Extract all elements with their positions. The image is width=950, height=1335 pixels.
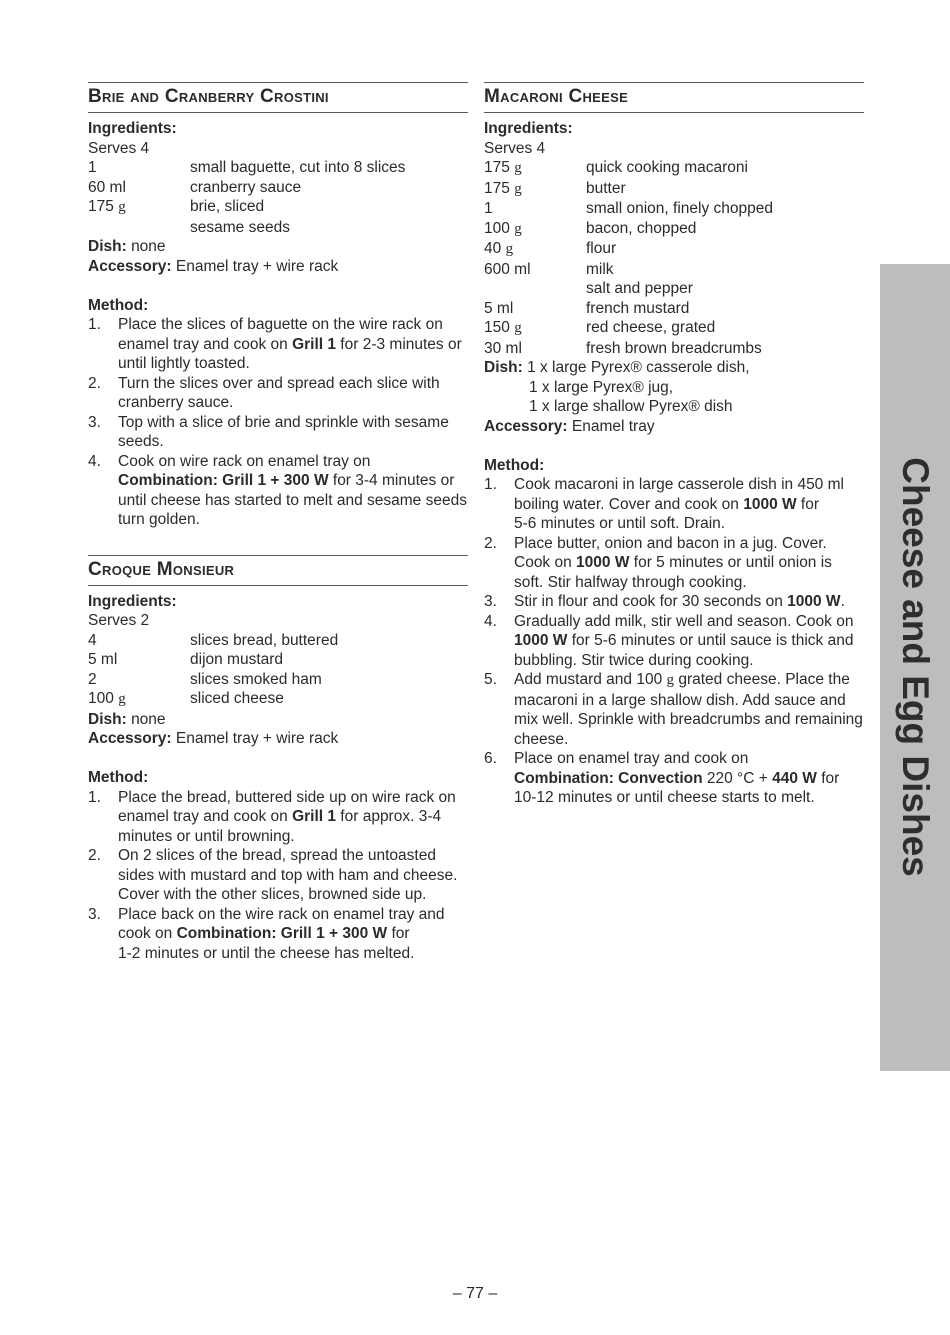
recipe-brie (88, 82, 468, 530)
ingredient-qty: 5 ml (484, 299, 514, 317)
qty-number: 100 (88, 690, 114, 707)
dish-value: 1 x large Pyrex® jug, (529, 378, 674, 396)
serves: Serves 4 (484, 139, 546, 157)
ingredient-row (484, 158, 864, 179)
step-number: 1. (88, 316, 101, 333)
recipe-title: Brie and Cranberry Crostini (88, 86, 329, 107)
step-number: 1. (88, 788, 101, 806)
qty-unit: g (514, 220, 522, 237)
qty-number: 175 (88, 198, 114, 215)
method-step (484, 592, 864, 612)
step-text: On 2 slices of the bread, spread the untoasted sides with mustard and top with ham and cheese. Cover with the other slices, browned side up. (118, 847, 458, 903)
method-steps (484, 475, 864, 808)
ingredient-desc: slices bread, buttered (190, 631, 339, 649)
step-text: Top with a slice of brie and sprinkle with sesame seeds. (118, 413, 449, 450)
ingredients-label: Ingredients: (88, 592, 177, 610)
qty-number: 175 (484, 159, 510, 176)
ingredient-desc: slices smoked ham (190, 670, 322, 688)
dish-line (484, 358, 864, 378)
method-step (484, 670, 864, 749)
qty-number: 175 (484, 179, 510, 197)
step-text: Place butter, onion and bacon in a jug. Cover. Cook on 1000 W for 5 minutes or until onion is soft. Stir halfway through cooking. (514, 534, 832, 591)
dish-line (88, 710, 468, 730)
section-header (484, 82, 864, 113)
step-text: Add mustard and 100 g grated cheese. Place the macaroni in a large shallow dish. Add sauce and mix well. Sprinkle with breadcrumbs and remaining cheese. (514, 671, 863, 748)
accessory-line (88, 729, 468, 749)
step-text: Cook macaroni in large casserole dish in 450 ml boiling water. Cover and cook on 1000 W for 5-6 minutes or until soft. Drain. (514, 476, 844, 532)
method-step (484, 749, 864, 808)
ingredient-desc: milk (586, 260, 614, 278)
ingredient-row (88, 689, 468, 710)
method-step (484, 475, 864, 534)
method-label: Method: (88, 296, 149, 314)
ingredient-row (484, 199, 864, 219)
step-text: Place the bread, buttered side up on wire rack on enamel tray and cook on Grill 1 for approx. 3-4 minutes or until browning. (118, 788, 456, 845)
method-steps (88, 315, 468, 530)
ingredient-row (88, 218, 468, 238)
ingredient-qty (484, 318, 586, 339)
accessory-value: Enamel tray (571, 417, 655, 435)
ingredient-qty (484, 179, 586, 200)
dish-label: Dish: (88, 238, 127, 255)
accessory-line (88, 257, 468, 277)
page-number: – 77 – (452, 1285, 498, 1302)
ingredient-qty (88, 689, 190, 710)
method-step (88, 452, 468, 530)
ingredients-label: Ingredients: (484, 120, 573, 137)
qty-unit: g (118, 199, 126, 215)
step-number: 3. (88, 413, 101, 431)
ingredient-desc: bacon, chopped (586, 219, 697, 237)
step-text: Cook on wire rack on enamel tray on Combination: Grill 1 + 300 W for 3-4 minutes or until cheese has started to melt and sesame seeds turn golden. (118, 452, 467, 528)
ingredient-row (484, 318, 864, 339)
dish-value: 1 x large shallow Pyrex® dish (529, 398, 733, 415)
qty-unit: g (514, 160, 522, 176)
ingredient-qty: 2 (88, 670, 97, 688)
section-header (88, 555, 468, 586)
ingredient-qty: 1 (484, 200, 493, 217)
qty-unit: g (514, 320, 522, 336)
ingredient-qty (484, 239, 586, 260)
dish-label: Dish: (88, 710, 127, 728)
ingredient-desc: cranberry sauce (190, 178, 302, 196)
accessory-label: Accessory: (88, 257, 172, 275)
ingredient-qty (484, 279, 586, 299)
recipe-macaroni-cheese (484, 82, 864, 808)
ingredient-qty (484, 219, 586, 240)
ingredient-row (484, 260, 864, 280)
ingredient-row (484, 239, 864, 260)
ingredient-desc: sliced cheese (190, 690, 284, 707)
chapter-side-tab (880, 264, 950, 1071)
qty-unit: g (514, 180, 522, 197)
method-step (88, 315, 468, 374)
dish-value: 1 x large Pyrex® casserole dish, (527, 359, 750, 376)
recipe-title: Macaroni Cheese (484, 86, 629, 107)
dish-line (88, 237, 468, 257)
step-text: Place the slices of baguette on the wire rack on enamel tray and cook on Grill 1 for 2-3 minutes or until lightly toasted. (118, 316, 462, 372)
ingredient-qty (88, 197, 190, 218)
step-text: Place back on the wire rack on enamel tray and cook on Combination: Grill 1 + 300 W for 1-2 minutes or until the cheese has melted. (118, 905, 445, 962)
dish-value: none (131, 710, 166, 728)
ingredient-desc: french mustard (586, 299, 690, 317)
method-label: Method: (88, 769, 149, 786)
qty-unit: g (118, 691, 126, 707)
ingredient-row (88, 178, 468, 198)
ingredient-desc: red cheese, grated (586, 319, 716, 336)
step-text: Gradually add milk, stir well and season. Cook on 1000 W for 5-6 minutes or until sauce is thick and bubbling. Stir twice during cooking. (514, 612, 854, 669)
recipe-title: Croque Monsieur (88, 558, 235, 580)
ingredients-label: Ingredients: (88, 120, 177, 137)
ingredient-desc: sesame seeds (190, 218, 290, 236)
method-step (484, 534, 864, 593)
step-number: 4. (88, 452, 101, 470)
step-number: 4. (484, 612, 497, 630)
serves: Serves 2 (88, 612, 150, 629)
ingredient-qty: 1 (88, 159, 97, 176)
ingredient-row (484, 279, 864, 299)
ingredient-row (88, 650, 468, 670)
accessory-value: Enamel tray + wire rack (175, 730, 339, 747)
ingredient-desc: butter (586, 179, 626, 197)
step-number: 3. (88, 905, 101, 923)
method-step (88, 846, 468, 905)
method-step (88, 788, 468, 847)
ingredient-qty: 60 ml (88, 178, 126, 196)
dish-value: none (131, 238, 166, 255)
ingredient-qty: 5 ml (88, 651, 118, 668)
ingredient-row (88, 631, 468, 651)
step-number: 2. (88, 847, 101, 864)
ingredient-qty: 30 ml (484, 339, 522, 357)
method-step (88, 413, 468, 452)
chapter-title: Cheese and Egg Dishes (895, 457, 936, 877)
qty-number: 150 (484, 319, 510, 336)
method-label: Method: (484, 456, 545, 474)
ingredient-row (484, 299, 864, 319)
right-column (484, 82, 864, 808)
serves: Serves 4 (88, 139, 150, 157)
step-number: 2. (88, 374, 101, 392)
ingredient-row (88, 670, 468, 690)
ingredient-row (484, 339, 864, 359)
step-number: 1. (484, 476, 497, 493)
method-step (88, 905, 468, 964)
step-number: 5. (484, 671, 497, 688)
method-step (484, 612, 864, 671)
qty-unit: g (505, 241, 514, 257)
ingredient-qty (484, 158, 586, 179)
step-number: 3. (484, 593, 497, 610)
ingredient-row (484, 179, 864, 200)
step-text: Place on enamel tray and cook on Combination: Convection 220 °C + 440 W for 10-12 minutes or until cheese starts to melt. (514, 750, 840, 806)
ingredient-qty: 4 (88, 631, 97, 649)
step-text: Turn the slices over and spread each slice with cranberry sauce. (118, 374, 440, 411)
step-text: Stir in flour and cook for 30 seconds on 1000 W. (514, 593, 845, 610)
step-number: 2. (484, 534, 497, 552)
ingredient-row (88, 197, 468, 218)
ingredient-qty: 600 ml (484, 260, 531, 278)
ingredient-desc: quick cooking macaroni (586, 159, 748, 176)
accessory-label: Accessory: (484, 417, 568, 435)
accessory-line (484, 417, 864, 437)
method-step (88, 374, 468, 413)
ingredient-desc: salt and pepper (586, 280, 693, 297)
ingredient-row (88, 158, 468, 178)
recipe-croque-monsieur (88, 555, 468, 964)
step-number: 6. (484, 750, 497, 767)
accessory-value: Enamel tray + wire rack (175, 257, 339, 275)
section-header (88, 82, 468, 113)
method-steps (88, 788, 468, 964)
ingredient-row (484, 219, 864, 240)
qty-number: 40 (484, 240, 502, 257)
ingredient-desc: flour (586, 240, 617, 257)
qty-number: 100 (484, 219, 510, 237)
ingredient-desc: brie, sliced (190, 198, 265, 215)
left-column (88, 82, 468, 963)
accessory-label: Accessory: (88, 730, 172, 747)
ingredient-qty (88, 218, 190, 238)
ingredient-desc: small baguette, cut into 8 slices (190, 159, 406, 176)
ingredient-desc: small onion, finely chopped (586, 200, 773, 217)
dish-label: Dish: (484, 359, 523, 376)
ingredient-desc: fresh brown breadcrumbs (586, 339, 762, 357)
ingredient-desc: dijon mustard (190, 651, 284, 668)
